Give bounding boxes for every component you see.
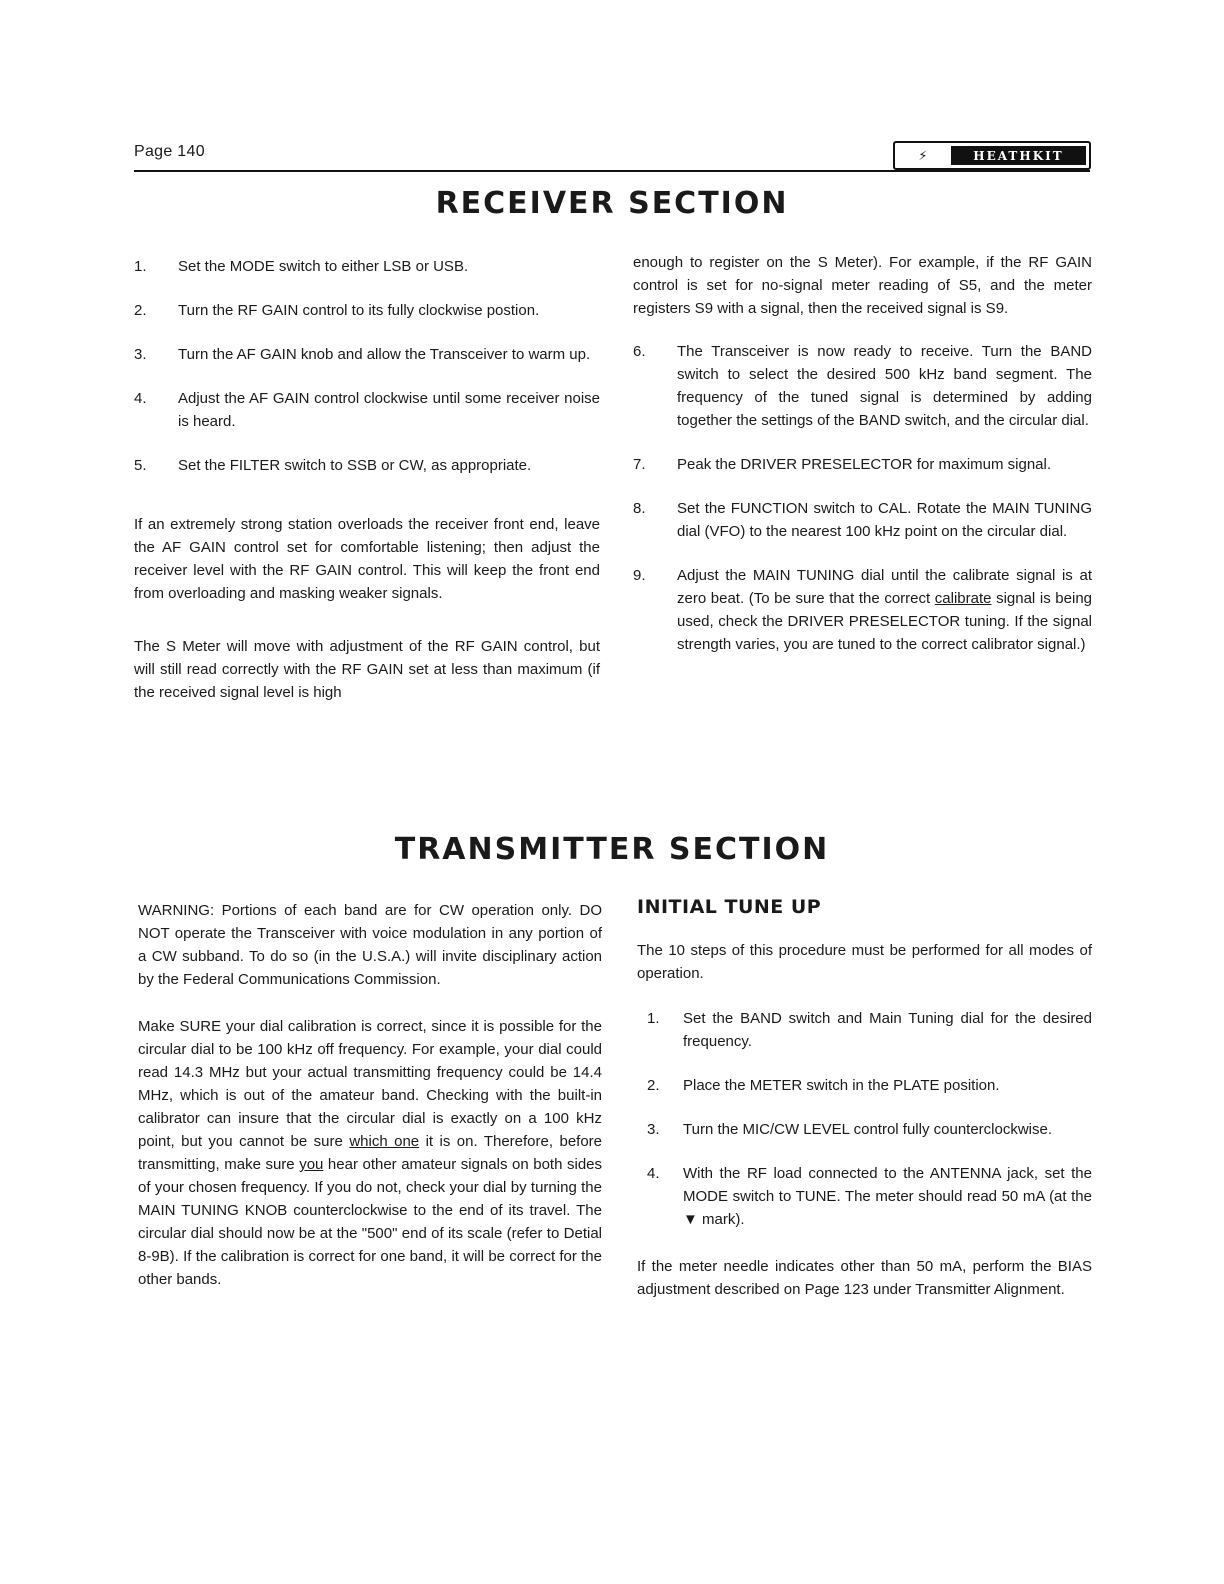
step-number: 1. (647, 1010, 660, 1027)
s-meter-paragraph: The S Meter will move with adjustment of the RF GAIN control, but will still read correctly with the RF GAIN set at less than maximum (if the received signal level is high (134, 638, 600, 701)
transmitter-right-column (637, 896, 1092, 1323)
overload-paragraph: If an extremely strong station overloads the receiver front end, leave the AF GAIN control set for comfortable listening; then adjust the receiver level with the RF GAIN control. This will keep the front end from overloading and masking weaker signals. (134, 516, 600, 602)
receiver-step-3 (134, 343, 600, 366)
page-number: Page 140 (134, 143, 205, 160)
tune-up-step-2 (637, 1074, 1092, 1097)
tune-up-step-4 (637, 1162, 1092, 1231)
underlined-phrase: which one (349, 1133, 420, 1150)
step-text-part: signal is being used, check the DRIVER PRESELECTOR tuning. If the signal strength varies, you are tuned to the correct calibrator signal.) (677, 590, 1092, 653)
step-text (677, 564, 1092, 656)
step-number: 6. (633, 343, 646, 360)
receiver-step-1 (134, 255, 600, 278)
receiver-step-8 (633, 497, 1092, 543)
step-number: 4. (647, 1165, 660, 1182)
receiver-left-column (134, 255, 600, 726)
paragraph-part: hear other amateur signals on both sides of your chosen frequency. If you do not, check your dial by turning the MAIN TUNING KNOB counterclockwise to the end of its travel. The circular dial should now be at the "500" end of its scale (refer to Detial 8-9B). If the calibration is correct for one band, it will be correct for the other bands. (138, 1156, 602, 1288)
step-number: 5. (134, 457, 147, 474)
step-number: 9. (633, 567, 646, 584)
step-text: Set the FILTER switch to SSB or CW, as appropriate. (178, 457, 532, 474)
header-rule (134, 170, 1090, 172)
heathkit-logo (893, 141, 1091, 170)
step-number: 2. (647, 1077, 660, 1094)
heathkit-logo-text: HEATHKIT (951, 146, 1086, 165)
initial-tune-up-intro: The 10 steps of this procedure must be performed for all modes of operation. (637, 942, 1092, 982)
s-meter-paragraph-continued: enough to register on the S Meter). For example, if the RF GAIN control is set for no-signal meter reading of S5, and the meter registers S9 with a signal, then the received signal is S9. (633, 254, 1092, 317)
step-text-part: Adjust the MAIN TUNING dial until the calibrate signal is at zero beat. (To be sure that the correct (677, 567, 1092, 607)
receiver-step-5 (134, 454, 600, 477)
paragraph-part: it is on. Therefore, before transmitting, make sure (138, 1133, 603, 1173)
step-number: 3. (134, 346, 147, 363)
step-text: Place the METER switch in the PLATE position. (683, 1077, 1000, 1094)
receiver-step-7 (633, 453, 1092, 476)
warning-paragraph: WARNING: Portions of each band are for CW operation only. DO NOT operate the Transceiver with voice modulation in any portion of a CW subband. To do so (in the U.S.A.) will invite disciplinary action by the Federal Communications Commission. (138, 902, 602, 988)
receiver-step-4 (134, 387, 600, 433)
receiver-step-6 (633, 340, 1092, 432)
receiver-step-2 (134, 299, 600, 322)
receiver-right-column (633, 251, 1092, 677)
transmitter-section-title: TRANSMITTER SECTION (394, 832, 830, 867)
initial-tune-up-heading: INITIAL TUNE UP (637, 896, 822, 918)
step-number: 3. (647, 1121, 660, 1138)
bias-note-paragraph: If the meter needle indicates other than 50 mA, perform the BIAS adjustment described on Page 123 under Transmitter Alignment. (637, 1258, 1092, 1298)
tune-up-step-3 (637, 1118, 1092, 1141)
step-text: Set the BAND switch and Main Tuning dial for the desired frequency. (683, 1010, 1092, 1050)
step-text: With the RF load connected to the ANTENNA jack, set the MODE switch to TUNE. The meter should read 50 mA (at the ▼ mark). (683, 1165, 1092, 1228)
calibration-paragraph (138, 1015, 602, 1291)
transmitter-left-column (138, 899, 602, 1313)
step-text: Turn the AF GAIN knob and allow the Transceiver to warm up. (178, 346, 591, 363)
paragraph-part: Make SURE your dial calibration is correct, since it is possible for the circular dial to be 100 kHz off frequency. For example, your dial could read 14.3 MHz but your actual transmitting frequency could be 14.4 MHz, which is out of the amateur band. Checking with the built-in calibrator can insure that the circular dial is exactly on a 100 kHz point, but you cannot be sure (138, 1018, 602, 1150)
step-number: 1. (134, 258, 147, 275)
heathkit-emblem-icon: ⚡ (918, 147, 928, 163)
step-text: Turn the MIC/CW LEVEL control fully counterclockwise. (683, 1121, 1053, 1138)
step-text: Peak the DRIVER PRESELECTOR for maximum signal. (677, 456, 1052, 473)
underlined-word: calibrate (934, 590, 992, 607)
step-number: 2. (134, 302, 147, 319)
step-text: Set the FUNCTION switch to CAL. Rotate the MAIN TUNING dial (VFO) to the nearest 100 kHz point on the circular dial. (677, 500, 1092, 540)
underlined-word: you (299, 1156, 324, 1173)
step-number: 4. (134, 390, 147, 407)
step-number: 8. (633, 500, 646, 517)
step-text: The Transceiver is now ready to receive. Turn the BAND switch to select the desired 500 kHz band segment. The frequency of the tuned signal is determined by adding together the settings of the BAND switch, and the circular dial. (677, 343, 1092, 429)
step-number: 7. (633, 456, 646, 473)
step-text: Turn the RF GAIN control to its fully clockwise postion. (178, 302, 540, 319)
receiver-step-9 (633, 564, 1092, 656)
tune-up-step-1 (637, 1007, 1092, 1053)
step-text: Set the MODE switch to either LSB or USB. (178, 258, 469, 275)
receiver-section-title: RECEIVER SECTION (435, 186, 789, 221)
step-text: Adjust the AF GAIN control clockwise until some receiver noise is heard. (178, 390, 600, 430)
